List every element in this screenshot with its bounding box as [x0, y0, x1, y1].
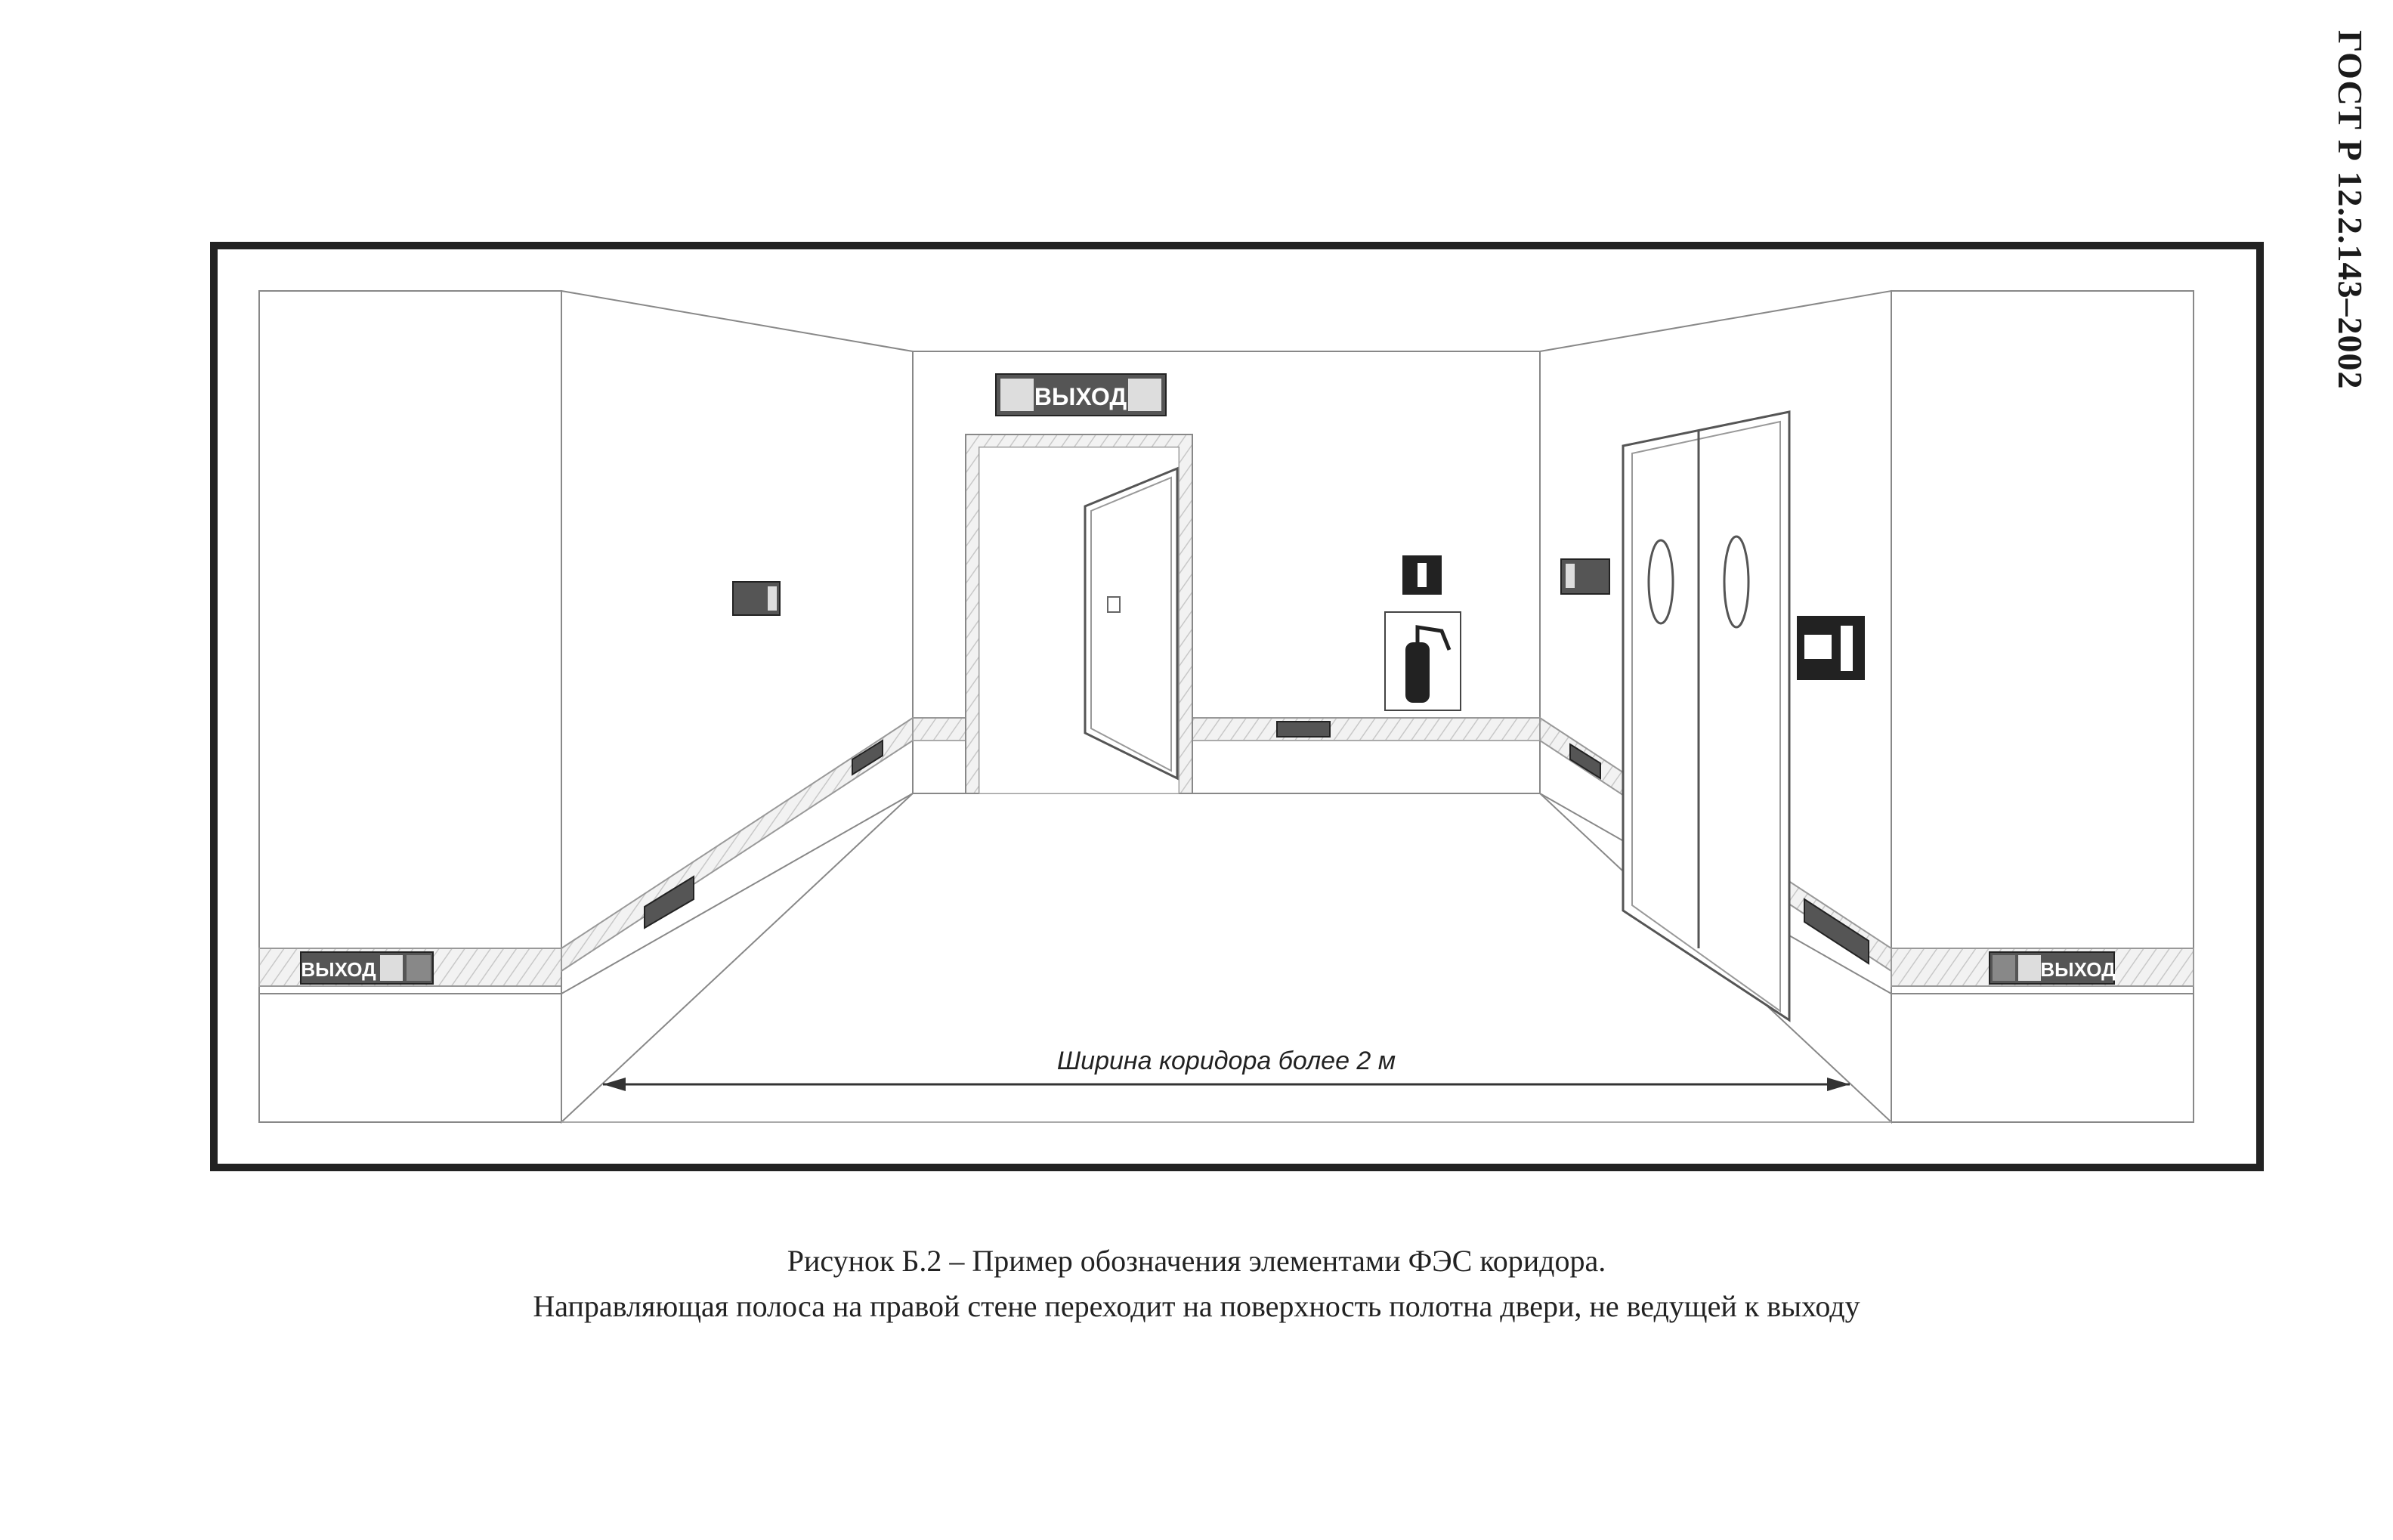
standard-code: ГОСТ Р 12.2.143–2002: [2331, 30, 2370, 390]
side-double-door: [1623, 412, 1789, 1020]
arrow-left-icon: [1993, 955, 2015, 981]
direction-sign-right-wall: [1561, 559, 1609, 594]
exit-arrow-sign-right: [1797, 616, 1865, 680]
strip-sign-label: ВЫХОД: [301, 958, 376, 981]
corridor-illustration: [210, 242, 2264, 1171]
back-doorway: [966, 434, 1192, 793]
strip-sign-right-near: [1990, 952, 2116, 984]
running-man-icon: [1128, 379, 1161, 411]
dimension-label: Ширина коридора более 2 м: [1056, 1047, 1396, 1075]
arrow-right-icon: [407, 955, 431, 981]
running-man-icon: [380, 955, 403, 981]
corridor-width-dimension: [603, 1047, 1850, 1091]
strip-sign-left-near: [301, 952, 433, 984]
exit-sign-top: [996, 374, 1166, 416]
running-man-icon: [1000, 379, 1034, 411]
figure-caption-line-2: Направляющая полоса на правой стене переходит на поверхность полотна двери, не ведущей к выходу: [533, 1289, 1860, 1323]
exit-sign-label: ВЫХОД: [1034, 383, 1127, 410]
left-near-wall: [259, 291, 561, 1122]
strip-sign-back: [1277, 722, 1330, 737]
figure-caption-line-1: Рисунок Б.2 – Пример обозначения элементами ФЭС коридора.: [787, 1244, 1606, 1278]
strip-sign-label: ВЫХОД: [2040, 958, 2116, 981]
corridor-drawing: [218, 249, 2256, 1164]
fire-extinguisher-icon: [1405, 642, 1430, 703]
arrow-left-icon: [1804, 635, 1832, 659]
left-side-wall: [561, 291, 913, 1122]
running-man-icon: [2018, 955, 2041, 981]
right-near-wall: [1891, 291, 2194, 1122]
direction-sign-left-wall: [733, 582, 780, 615]
